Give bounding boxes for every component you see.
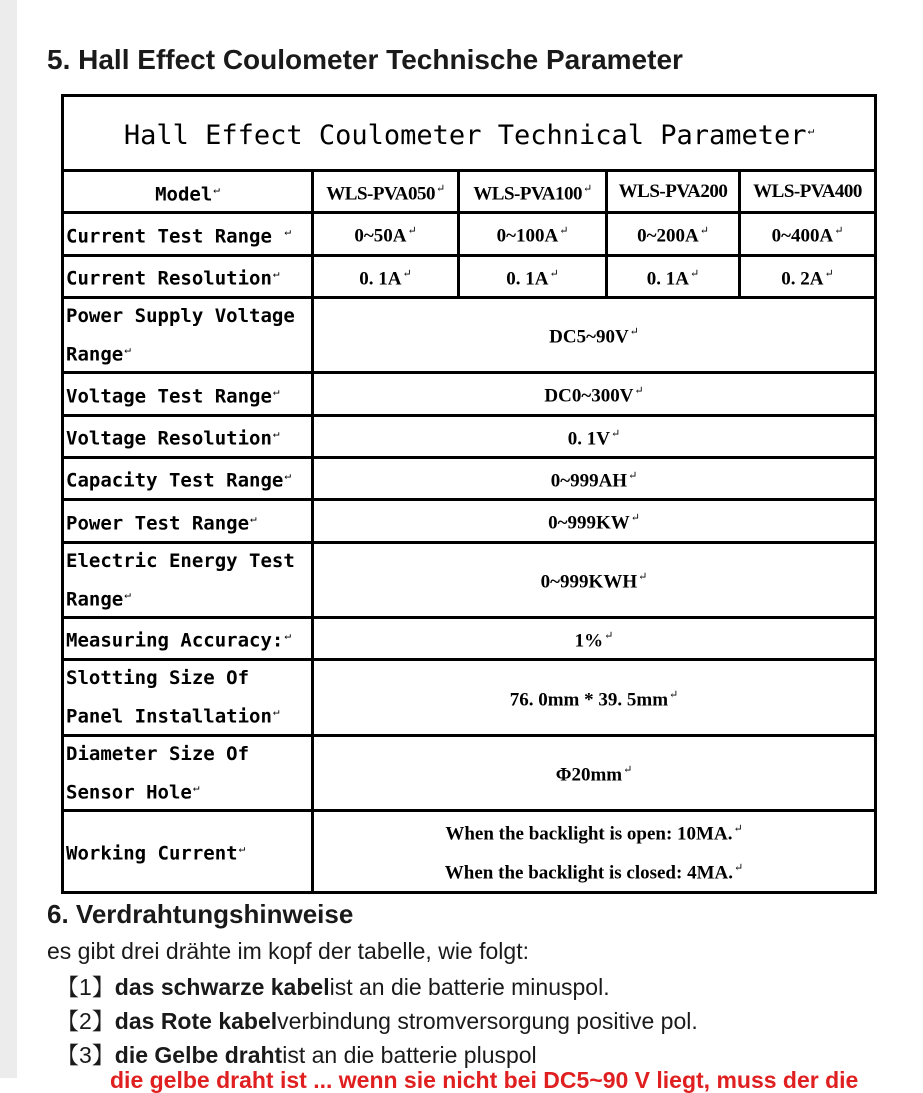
return-mark-icon: ↵ (124, 587, 131, 601)
return-mark-icon: ↵ (604, 629, 614, 642)
cell-value: DC5~90V (549, 326, 629, 348)
item-bold-text: das schwarze kabel (114, 974, 330, 1000)
cell-value: Φ20mm (555, 764, 623, 786)
row-label: Diameter Size Of Sensor Hole (66, 742, 250, 803)
cell-value: 1% (574, 630, 604, 652)
row-label: Current Resolution (66, 267, 272, 290)
cell-value: 0~999KWH (540, 571, 638, 593)
row-label: Power Test Range (66, 512, 250, 535)
item-bold-text: die Gelbe draht (114, 1042, 283, 1068)
return-mark-icon: ↵ (272, 267, 280, 281)
table-row-sensor-hole-diameter (63, 735, 876, 810)
row-label: Current Test Range (66, 225, 272, 248)
working-current-open: When the backlight is open: 10MA. (445, 823, 733, 845)
parameter-table-image (61, 94, 874, 894)
return-mark-icon: ↵ (629, 326, 639, 339)
cell-value: 0. 2A (781, 267, 824, 289)
return-mark-icon: ↵ (638, 571, 648, 584)
return-mark-icon: ↵ (669, 688, 679, 701)
return-mark-icon: ↵ (807, 123, 815, 137)
return-mark-icon: ↵ (623, 764, 633, 777)
row-label: Voltage Test Range (66, 385, 272, 408)
return-mark-icon: ↵ (611, 427, 621, 440)
return-mark-icon: ↵ (582, 183, 592, 195)
model-header: Model (155, 182, 213, 205)
table-row-voltage-test-range (63, 373, 876, 415)
return-mark-icon: ↵ (699, 225, 709, 238)
return-mark-icon: ↵ (407, 225, 417, 238)
return-mark-icon: ↵ (124, 342, 131, 356)
table-row-working-current (63, 810, 876, 892)
item-number: 【3】 (56, 1042, 115, 1068)
table-row-power-supply-voltage-range (63, 297, 876, 372)
cell-value: 76. 0mm * 39. 5mm (509, 689, 669, 711)
cutoff-red-text: die gelbe draht ist ... wenn sie nicht bei DC5~90 V liegt, muss der die (110, 1067, 859, 1093)
table-row-current-resolution (63, 255, 876, 297)
return-mark-icon: ↵ (630, 512, 640, 525)
return-mark-icon: ↵ (634, 385, 644, 398)
item-text: ist an die batterie minuspol. (329, 974, 610, 1000)
table-title: Hall Effect Coulometer Technical Parameter (123, 119, 807, 151)
table-row-measuring-accuracy (63, 617, 876, 659)
wiring-list (56, 970, 698, 1072)
return-mark-icon: ↵ (272, 427, 280, 441)
list-item (56, 970, 698, 1004)
cell-value: 0. 1A (506, 267, 549, 289)
cell-value: 0~50A (354, 225, 407, 247)
table-row-electric-energy-test-range (63, 542, 876, 617)
item-bold-text: das Rote kabel (114, 1008, 278, 1034)
return-mark-icon: ↵ (284, 469, 291, 483)
table-title-row (63, 96, 876, 171)
return-mark-icon: ↵ (628, 469, 638, 482)
item-number: 【1】 (56, 974, 115, 1000)
row-label: Power Supply Voltage Range (66, 304, 295, 366)
parameter-table (61, 94, 877, 894)
table-row-current-test-range (63, 213, 876, 255)
return-mark-icon: ↵ (284, 224, 291, 238)
table-row-voltage-resolution (63, 415, 876, 457)
return-mark-icon: ↵ (435, 183, 445, 195)
row-label: Capacity Test Range (66, 469, 284, 492)
return-mark-icon: ↵ (824, 267, 834, 280)
section-5-heading: 5. Hall Effect Coulometer Technische Parameter (47, 44, 683, 75)
return-mark-icon: ↵ (213, 182, 220, 196)
wiring-intro: es gibt drei drähte im kopf der tabelle, wie folgt: (47, 938, 529, 964)
cell-value: 0. 1A (646, 267, 689, 289)
return-mark-icon: ↵ (733, 862, 744, 875)
cell-value: 0. 1V (567, 427, 611, 449)
cell-value: 0. 1A (359, 267, 402, 289)
return-mark-icon: ↵ (690, 267, 700, 280)
return-mark-icon: ↵ (272, 705, 280, 719)
table-row-power-test-range (63, 500, 876, 542)
row-label: Slotting Size Of Panel Installation (66, 667, 272, 728)
return-mark-icon: ↵ (559, 225, 569, 238)
model-cell: WLS-PVA400 (753, 180, 862, 202)
return-mark-icon: ↵ (402, 267, 412, 280)
return-mark-icon: ↵ (549, 267, 559, 280)
working-current-closed: When the backlight is closed: 4MA. (444, 862, 733, 884)
return-mark-icon: ↵ (192, 780, 200, 794)
model-cell: WLS-PVA050 (326, 183, 435, 205)
model-cell: WLS-PVA100 (473, 183, 582, 205)
cell-value: 0~200A (637, 225, 699, 247)
row-label: Electric Energy Test Range (66, 549, 295, 610)
page-left-margin (0, 0, 17, 1078)
cell-value: 0~999AH (550, 470, 628, 492)
return-mark-icon: ↵ (834, 225, 844, 238)
row-label: Measuring Accuracy: (66, 629, 284, 652)
item-number: 【2】 (56, 1008, 115, 1034)
model-cell: WLS-PVA200 (618, 180, 728, 202)
table-row-model (63, 171, 876, 213)
list-item (56, 1004, 698, 1038)
cell-value: 0~100A (496, 225, 559, 247)
section-6-heading: 6. Verdrahtungshinweise (47, 899, 354, 929)
table-row-capacity-test-range (63, 457, 876, 499)
table-row-slotting-size (63, 660, 876, 735)
cell-value: 0~999KW (548, 512, 630, 534)
return-mark-icon: ↵ (733, 822, 743, 835)
item-text: ist an die batterie pluspol (282, 1042, 537, 1068)
row-label: Voltage Resolution (66, 427, 272, 450)
return-mark-icon: ↵ (238, 842, 246, 856)
return-mark-icon: ↵ (284, 629, 291, 643)
return-mark-icon: ↵ (250, 511, 257, 525)
item-text: verbindung stromversorgung positive pol. (277, 1008, 698, 1034)
return-mark-icon: ↵ (272, 384, 280, 398)
row-label: Working Current (66, 842, 238, 865)
cell-value: 0~400A (771, 225, 834, 247)
cell-value: DC0~300V (544, 385, 634, 407)
